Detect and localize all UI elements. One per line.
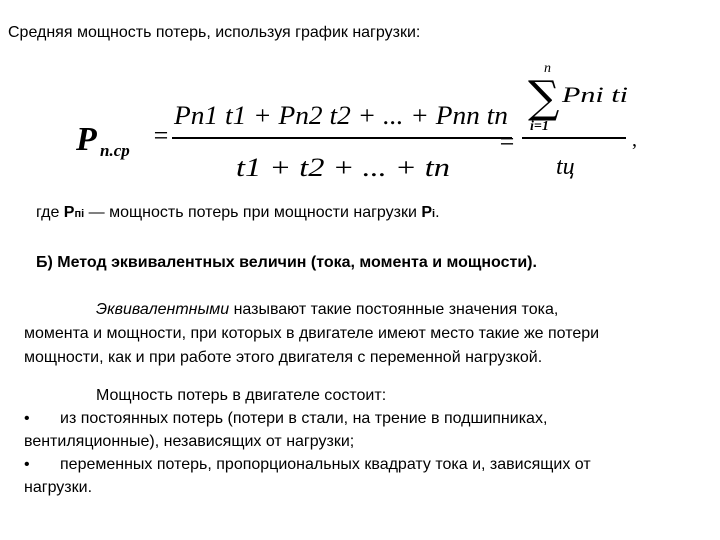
average-loss-power-formula xyxy=(70,54,660,194)
sum-lower-limit: i=1 xyxy=(530,119,549,134)
list-item-continuation: нагрузки. xyxy=(24,479,93,496)
formula-right-denominator: tц xyxy=(556,154,575,180)
definition-line-2: момента и мощности, при которых в двигателе имеют место такие же потери xyxy=(24,325,600,342)
page-title: Средняя мощность потерь, используя график нагрузки: xyxy=(8,24,421,41)
definition-paragraph xyxy=(24,298,704,370)
where-end: . xyxy=(435,204,440,221)
formula-numerator: Pп1 t1 + Pп2 t2 + ... + Pпn tn xyxy=(172,101,508,130)
formula-equals: = xyxy=(152,121,170,150)
where-prefix: где xyxy=(36,204,64,221)
loss-power-symbol: P xyxy=(63,204,75,221)
section-heading: Б) Метод эквивалентных величин (тока, момента и мощности). xyxy=(36,254,537,271)
loss-power-subscript: пi xyxy=(74,208,85,220)
formula-lhs: P xyxy=(76,121,97,158)
list-item: • из постоянных потерь (потери в стали, на трение в подшипниках, xyxy=(24,407,704,430)
formula-comma: , xyxy=(632,129,637,151)
definition-line-1: Эквивалентными называют такие постоянные значения тока, xyxy=(96,301,559,318)
load-power-subscript: i xyxy=(432,208,436,220)
sum-term: Pпi ti xyxy=(560,82,628,107)
formula-equals-2: = xyxy=(498,127,516,156)
bullet-icon: • xyxy=(24,410,30,427)
bullet-icon: • xyxy=(24,456,30,473)
formula-lhs-subscript: п.ср xyxy=(100,141,130,160)
losses-intro: Мощность потерь в двигателе состоит: xyxy=(96,387,387,404)
list-item: • переменных потерь, пропорциональных квадрату тока и, зависящих от xyxy=(24,453,704,476)
italic-term: Эквивалентными xyxy=(96,301,230,318)
sum-upper-limit: n xyxy=(544,61,551,76)
definition-line-3: мощности, как и при работе этого двигателя с переменной нагрузкой. xyxy=(24,349,543,366)
formula-graphic xyxy=(70,54,660,194)
sigma-symbol: ∑ xyxy=(528,72,560,123)
symbol-definition xyxy=(36,204,440,222)
list-item-continuation: вентиляционные), независящих от нагрузки; xyxy=(24,433,355,450)
load-power-symbol: P xyxy=(421,204,433,221)
losses-paragraph xyxy=(24,384,704,499)
where-middle: — мощность потерь при мощности нагрузки xyxy=(84,204,422,221)
formula-denominator: t1 + t2 + ... + tn xyxy=(236,153,450,182)
